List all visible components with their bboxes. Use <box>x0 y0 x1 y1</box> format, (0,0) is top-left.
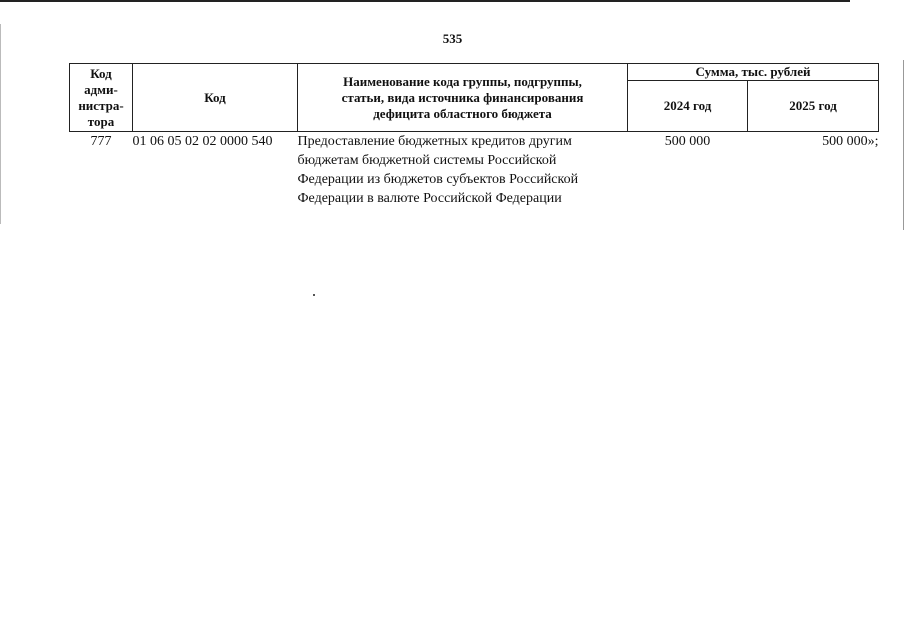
header-admin-code <box>70 64 133 132</box>
cell-admin-code: 777 <box>90 134 112 149</box>
header-admin-code-line: адми- <box>84 81 118 97</box>
page-number: 535 <box>442 31 463 46</box>
header-year-2024: 2024 год <box>628 81 748 132</box>
header-name-line: Наименование кода группы, подгруппы, <box>343 73 582 89</box>
header-name <box>298 64 628 132</box>
header-sum-group: Сумма, тыс. рублей <box>628 64 879 81</box>
budget-sources-table <box>69 63 879 208</box>
cell-name-line: бюджетам бюджетной системы Российской <box>297 153 557 168</box>
header-name-line: статьи, вида источника финансирования <box>341 89 584 105</box>
page-top-border <box>0 0 850 2</box>
header-name-line: дефицита областного бюджета <box>373 105 552 121</box>
cell-sum-2025: 500 000»; <box>822 134 879 149</box>
cell-name-line: Предоставление бюджетных кредитов другим <box>297 134 572 149</box>
header-admin-code-line: нистра- <box>78 97 124 113</box>
scan-edge-left <box>0 24 1 224</box>
table-row <box>70 132 879 209</box>
cell-name-line: Федерации в валюте Российской Федерации <box>297 191 562 206</box>
header-admin-code-line: тора <box>87 113 115 129</box>
header-year-2025: 2025 год <box>748 81 879 132</box>
cell-sum-2024: 500 000 <box>664 134 711 149</box>
header-code: Код <box>133 64 298 132</box>
cell-code: 01 06 05 02 02 0000 540 <box>132 134 273 149</box>
scan-speck <box>313 294 315 296</box>
cell-name <box>298 132 628 209</box>
cell-name-line: Федерации из бюджетов субъектов Российской <box>297 172 579 187</box>
scan-edge-right <box>903 60 904 230</box>
header-admin-code-line: Код <box>90 65 112 81</box>
